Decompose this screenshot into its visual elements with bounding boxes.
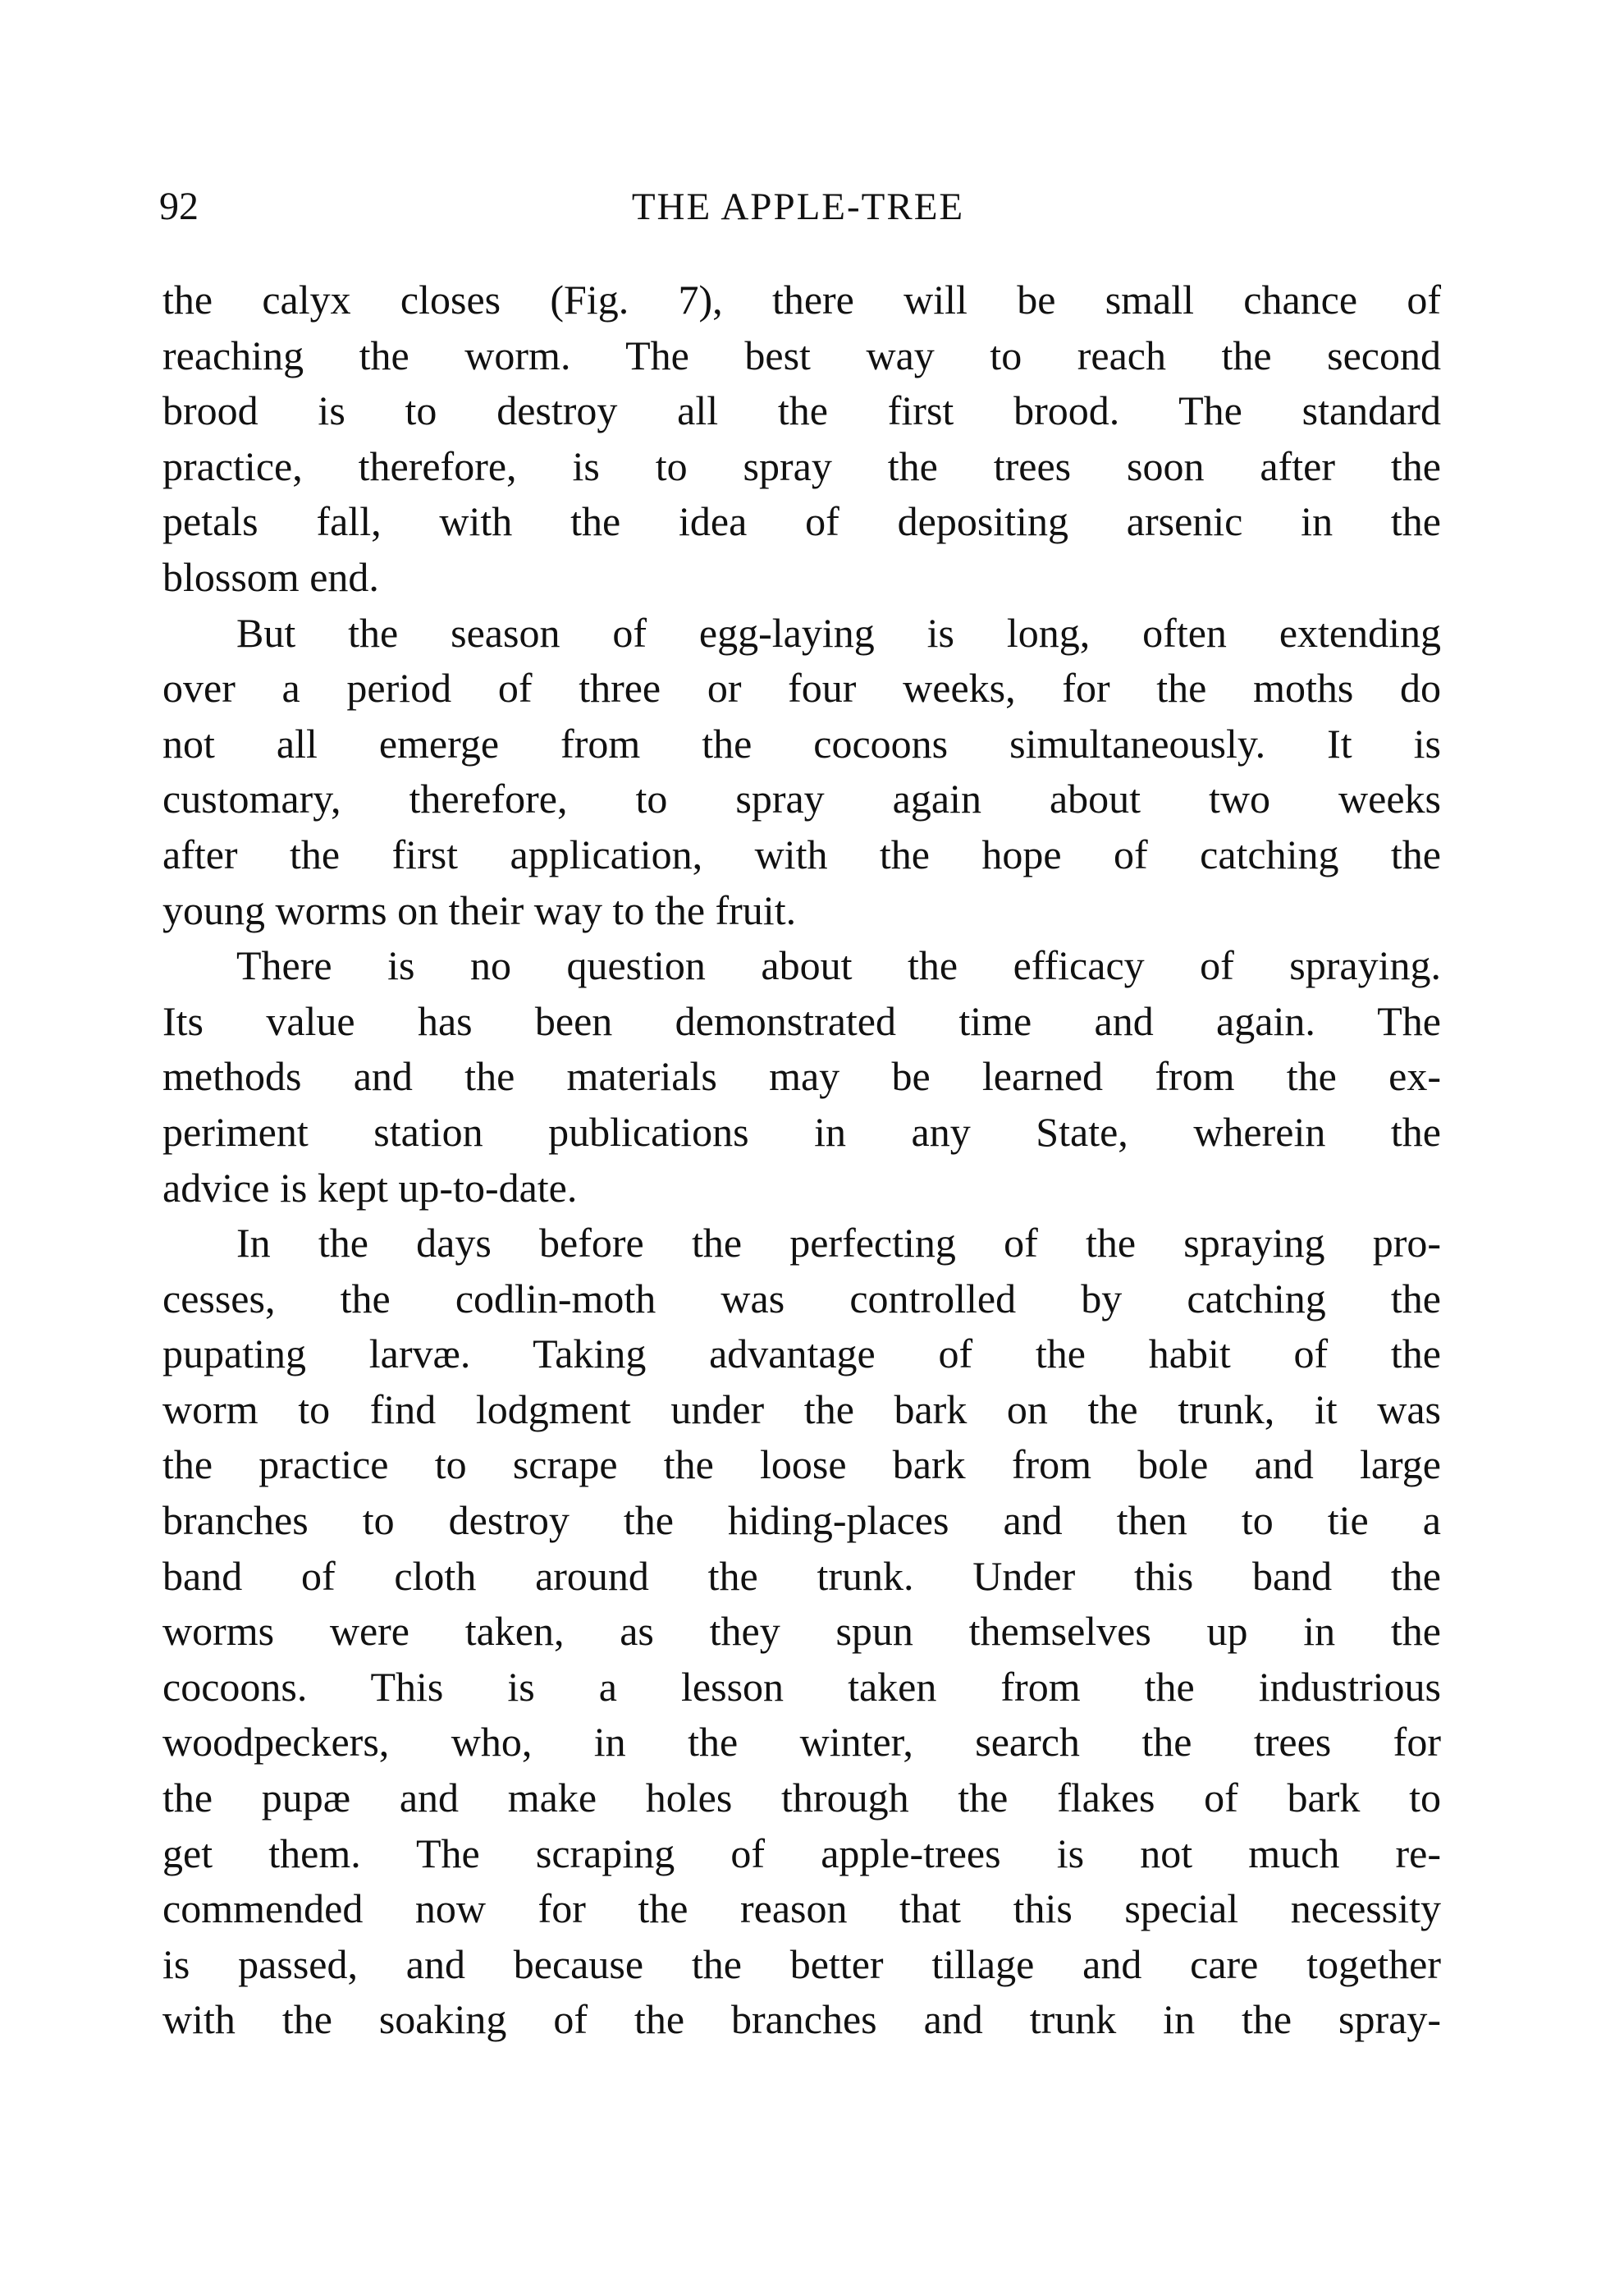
paragraph [162,606,1441,939]
text-line: customary, therefore, to spray again about two weeks [162,776,1441,822]
paragraph [162,1216,1441,2048]
paragraph [162,273,1441,606]
text-line: practice, therefore, is to spray the trees soon after the [162,442,1441,489]
text-line: worms were taken, as they spun themselves up in the [162,1608,1441,1655]
text-line: periment station publications in any State, wherein the [162,1108,1441,1155]
text-line: Its value has been demonstrated time and again. The [162,997,1441,1044]
text-line: petals fall, with the idea of depositing arsenic in the [162,498,1441,545]
text-line: There is no question about the efficacy of spraying. [236,942,1441,989]
text-line: young worms on their way to the fruit. [162,886,797,933]
text-line: with the soaking of the branches and trunk in the spray- [162,1996,1441,2043]
text-line: worm to find lodgment under the bark on the trunk, it was [162,1386,1441,1432]
text-line: band of cloth around the trunk. Under this band the [162,1552,1441,1599]
body-text [162,273,1441,2048]
text-line: commended now for the reason that this special necessity [162,1885,1441,1932]
text-line: In the days before the perfecting of the spraying pro- [236,1220,1441,1266]
text-line: reaching the worm. The best way to reach the second [162,332,1441,378]
text-line: the practice to scrape the loose bark from bole and large [162,1441,1441,1488]
text-line: get them. The scraping of apple-trees is not much re- [162,1830,1441,1876]
text-line: the pupæ and make holes through the flakes of bark to [162,1775,1441,1821]
text-line: is passed, and because the better tillage and care together [162,1940,1441,1987]
page-number: 92 [159,185,199,228]
paragraph [162,938,1441,1216]
text-line: after the first application, with the hope of catching the [162,831,1441,877]
text-line: pupating larvæ. Taking advantage of the habit of the [162,1331,1441,1377]
text-line: blossom end. [162,553,379,600]
text-line: over a period of three or four weeks, for the moths do [162,665,1441,712]
text-line: brood is to destroy all the first brood. The standard [162,387,1441,434]
text-line: cesses, the codlin-moth was controlled by catching the [162,1275,1441,1321]
text-line: cocoons. This is a lesson taken from the industrious [162,1663,1441,1710]
text-line: not all emerge from the cocoons simultaneously. It is [162,720,1441,767]
text-line: methods and the materials may be learned from the ex- [162,1053,1441,1100]
text-line: woodpeckers, who, in the winter, search the trees for [162,1719,1441,1766]
text-line: advice is kept up-to-date. [162,1164,578,1211]
text-line: the calyx closes (Fig. 7), there will be small chance of [162,277,1441,323]
text-line: But the season of egg-laying is long, often extending [236,609,1441,656]
text-line: branches to destroy the hiding-places and then to tie a [162,1497,1441,1544]
running-title: THE APPLE-TREE [631,186,965,228]
